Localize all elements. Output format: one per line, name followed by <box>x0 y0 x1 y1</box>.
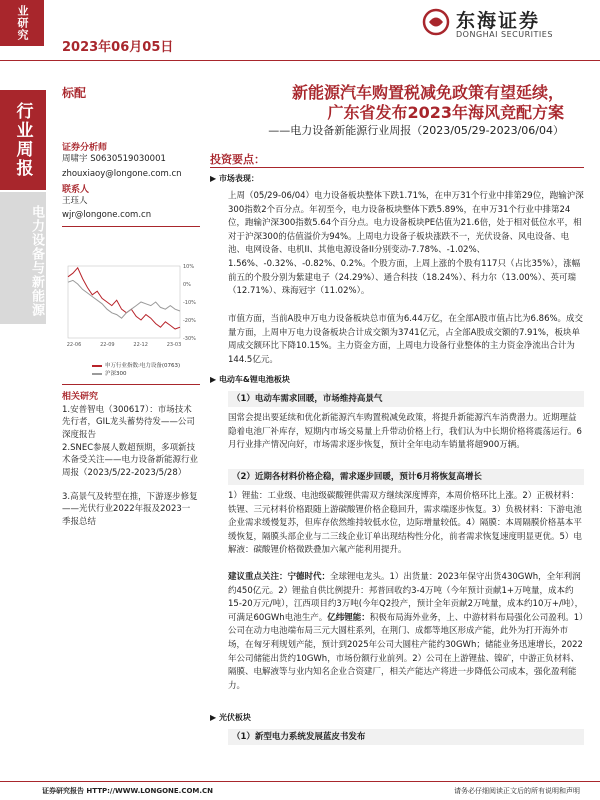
analyst-email: zhouxiaoy@longone.com.cn <box>62 169 182 179</box>
related-item[interactable]: 3.高景气及转型在推，下游逐步修复——光伏行业2022年报及2023一季报总结 <box>62 492 198 527</box>
ev-paragraph-1: 国常会提出要延续和优化新能源汽车购置税减免政策，将提升新能源汽车消费潜力。近期理益隐着电池厂补库存，短期内市场交易量上升带动价格上行，我们认为中长期价格将震荡运行。6月行业排产情况向好，市场需求逐步恢复，预计全年电动车销量将超900万辆。 <box>228 413 582 451</box>
legend-swatch <box>92 365 102 367</box>
logo-mark-icon <box>422 8 450 36</box>
report-date: 2023年06月05日 <box>62 40 174 55</box>
market-paragraph: 上周（05/29-06/04）电力设备板块整体下跌1.71%，在申万31个行业中排第29位，跑输沪深300指数2个百分点。年初至今，电力设备板块整体下跌5.89%，在申万31个行业中排第24位，跑输沪深300指数5.64个百分点。电力设备板块PE估值为21.6倍，处于相对低位水平，相对于沪深300的估值溢价为94%。上周电力设备子板块涨跌不一，光伏设备、风电设备、电池、电网设备、电机II、其他电源设备II分别变动-7.78%、-1.02%、1.56%、-0.32%、-0.82%、0.2%。个股方面，上周上涨的个股有117只（占比35%），涨幅前五的个股分别为紫建电子（24.29%）、通合科技（18.24%）、科力尔（13.00%）、英可瑞（12.71%）、珠海冠宇（11.02%）。 <box>228 191 584 297</box>
pv-bullet: ▶ 光伏板块 <box>210 713 251 722</box>
company-logo <box>422 6 572 46</box>
related-item[interactable]: 2.SNEC参展人数超预期，多项新技术备受关注——电力设备新能源行业周报（2023/5/22-2023/5/28） <box>62 443 199 478</box>
performance-chart <box>62 262 202 352</box>
recommend-lead: 建议重点关注：宁德时代： <box>228 572 331 582</box>
report-type-tag: 业研究 <box>0 0 44 46</box>
legend-swatch <box>92 373 102 375</box>
ev-subheading-1: （1）电动车需求回暖，市场维持高景气 <box>228 391 584 407</box>
recommend-text: 全球锂电龙头。1）出货量：2023年保守出货430GWh，全年利润约450亿元。2）锂盐自供比例提升：邦普回收约3-4万吨（今年预计贡献1+万吨量，成本约15-20万元/吨），江西项目约3万吨(今年Q2投产，预计全年贡献2万吨量，成本约10万+/吨），可满足60GWh电池生产。 <box>228 572 584 623</box>
ev-paragraph-2: 1）锂盐：工业级、电池级碳酸锂供需双方继续深度博弈，本周价格环比上涨。2）正极材料：铁锂、三元材料价格跟随上游碳酸锂价格企稳回升，需求端逐步恢复。3）负极材料：下游电池企业需求缓慢复苏，但库存依然维持较低水位，边际增量较低。4）隔膜：本周隔膜价格基本平缓恢复，隔膜头部企业与二三线企业订单出现结构性分化，前者需求恢复速度明显更优。5）电解液：碳酸锂价格微跌叠加六氟产能利用提升。 <box>228 491 582 556</box>
title-line-2: 广东省发布2023年海风竞配方案 <box>327 103 564 122</box>
contact-name: 王珏人 <box>62 196 88 206</box>
y-tick-label: 0% <box>183 282 191 288</box>
market-bullet: ▶ 市场表现： <box>210 174 259 183</box>
pv-bullet-label: 光伏板块 <box>218 713 251 722</box>
x-tick-label: 22-09 <box>100 342 115 348</box>
y-tick-label: 10% <box>183 264 195 270</box>
contact-email: wjr@longone.com.cn <box>62 210 152 220</box>
pv-subheading-1: （1）新型电力系统发展蓝皮书发布 <box>228 729 584 745</box>
legend-label: 申万行业指数:电力设备(0763) <box>105 363 181 369</box>
footer-disclaimer: 请务必仔细阅读正文后的所有说明和声明 <box>454 787 580 795</box>
left-rule <box>62 226 200 227</box>
title-line-1: 新能源汽车购置税减免政策有望延续， <box>291 83 564 102</box>
analyst-name: 周啸宇 S0630519030001 <box>62 154 166 164</box>
ev-subheading-2: （2）近期各材料价格企稳，需求逐步回暖，预计6月将恢复高增长 <box>228 469 584 485</box>
rating: 标配 <box>62 86 87 100</box>
recommend-lead-2: 亿纬锂能： <box>327 612 370 623</box>
legend-entry <box>92 370 180 378</box>
logo-name-en: DONGHAI SECURITIES <box>456 30 553 39</box>
y-tick-label: -30% <box>183 336 196 342</box>
analyst-heading: 证券分析师 <box>62 143 108 153</box>
y-tick-label: -20% <box>183 318 196 324</box>
main-rule <box>210 167 584 168</box>
y-tick-label: -10% <box>183 300 196 306</box>
footer-rule <box>0 781 600 782</box>
recommend-text-2: 积极布局海外业务，上、中游材料布局强化公司盈利。1）公司在动力电池端布局三元大圆柱系列，在荆门、成都等地区形成产能，此外为打开海外市场，在匈牙利规划产能，预计到2025年公司大圆柱产能约30GWh；储能业务迅速增长，2022年公司储能出货约10GWh，市场份额行业前列。2）公司在上游锂盐、镍矿，中游正负材料、隔膜、电解液等与业内知名企业合资建厂，相关产能达产将进一步降低公司成本，强化盈利能力。 <box>228 612 584 691</box>
header-rule <box>0 60 600 61</box>
x-tick-label: 22-12 <box>133 342 148 348</box>
series-line-1 <box>68 280 180 318</box>
chart-legend <box>92 362 180 379</box>
subtitle: ——电力设备新能源行业周报（2023/05/29-2023/06/04） <box>268 124 564 137</box>
invest-highlights-heading: 投资要点： <box>210 153 265 166</box>
x-tick-label: 23-03 <box>166 342 182 348</box>
market-cap-paragraph: 市值方面，当前A股申万电力设备板块总市值为6.44万亿，在全部A股市值占比为6.86%。成交量方面，上周申万电力设备板块合计成交额为3741亿元，占全部A股成交额的7.91%，板块单周成交额环比下降10.15%。主力资金方面，上周电力设备行业整体的主力资金净流出合计为144.5亿元。 <box>228 314 584 365</box>
chart-frame <box>68 266 180 338</box>
series-line-0 <box>68 268 180 329</box>
ev-bullet-label: 电动车&锂电池板块 <box>218 375 290 384</box>
ev-bullet: ▶ 电动车&锂电池板块 <box>210 375 290 384</box>
side-label-weekly: 行业周报 <box>0 90 46 190</box>
market-bullet-label: 市场表现： <box>218 174 259 183</box>
related-rule <box>62 384 200 385</box>
related-heading: 相关研究 <box>62 392 99 402</box>
related-item[interactable]: 1.安普智电（300617）：市场技术先行者，GIL龙头蓄势待发——公司深度报告 <box>62 405 195 440</box>
recommend-paragraph <box>228 571 584 693</box>
legend-entry <box>92 362 180 370</box>
logo-name-cn: 东海证券 <box>456 10 541 32</box>
side-label-industry: 电力设备与新能源 <box>0 192 46 324</box>
legend-label: 沪深300 <box>105 371 127 378</box>
footer-left[interactable]: 证券研究报告 HTTP://WWW.LONGONE.COM.CN <box>42 787 214 795</box>
x-tick-label: 22-06 <box>66 342 82 348</box>
contact-heading: 联系人 <box>62 185 90 195</box>
